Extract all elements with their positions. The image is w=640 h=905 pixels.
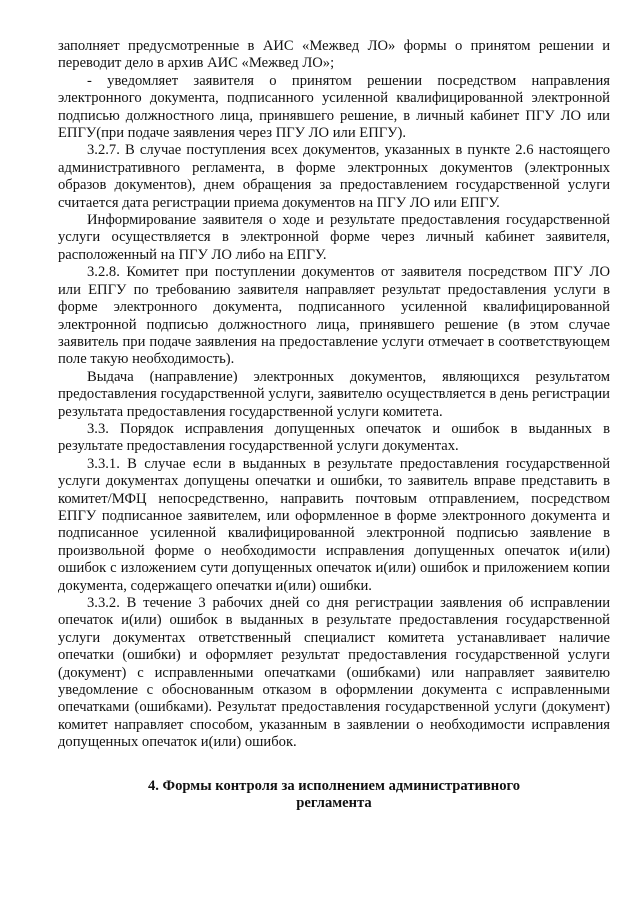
paragraph-notify-applicant: - уведомляет заявителя о принятом решении посредством направления электронного документа, подписанного усиленной квалифицированной электронной подписью должностного лица, принявшего решение, в личный кабинет ПГУ ЛО или ЕПГУ(при подаче заявления через ПГУ ЛО или ЕПГУ). bbox=[58, 72, 610, 142]
paragraph-3-2-8: 3.2.8. Комитет при поступлении документов от заявителя посредством ПГУ ЛО или ЕПГУ по требованию заявителя направляет результат предоставления услуги в форме электронного документа, подписанного усиленной квалифицированной электронной подписью должностного лица, принявшего решение (в этом случае заявитель при подаче заявления на предоставление услуги отмечает в соответствующем поле такую необходимость). bbox=[58, 264, 610, 368]
paragraph-3-3-2: 3.3.2. В течение 3 рабочих дней со дня регистрации заявления об исправлении опечаток и(или) ошибок в выданных в результате предоставления государственной услуги документах ответственный специалист комитета устанавливает наличие опечатки (ошибки) и оформляет результат предоставления государственной услуги (документ) с исправленными опечатками (ошибками) или направляет заявителю уведомление с обоснованным отказом в оформлении документа с исправленными опечатками (ошибками). Результат предоставления государственной услуги (документ) комитет направляет способом, указанным в заявлении о необходимости исправления допущенных опечаток и(или) ошибок. bbox=[58, 595, 610, 751]
section-heading-line-2: регламента bbox=[296, 795, 372, 812]
paragraph-archive-transfer: заполняет предусмотренные в АИС «Межвед ЛО» формы о принятом решении и переводит дело в архив АИС «Межвед ЛО»; bbox=[58, 38, 610, 72]
paragraph-3-2-7: 3.2.7. В случае поступления всех документов, указанных в пункте 2.6 настоящего административного регламента, в форме электронных документов (электронных образов документов), днем обращения за предоставлением государственной услуги считается дата регистрации приема документов на ПГУ ЛО или ЕПГУ. bbox=[58, 142, 610, 211]
paragraph-3-3: 3.3. Порядок исправления допущенных опечаток и ошибок в выданных в результате предоставления государственной услуги документах. bbox=[58, 420, 610, 455]
paragraph-issuance: Выдача (направление) электронных документов, являющихся результатом предоставления государственной услуги, заявителю осуществляется в день регистрации результата предоставления государственной услуги комитета. bbox=[58, 368, 610, 420]
paragraph-3-3-1: 3.3.1. В случае если в выданных в результате предоставления государственной услуги документах допущены опечатки и ошибки, то заявитель вправе представить в комитет/МФЦ непосредственно, направить почтовым отправлением, посредством ЕПГУ подписанное заявителем, или оформленное в форме электронного документа и подписанное усиленной квалифицированной электронной подписью заявление в произвольной форме о необходимости исправления допущенных опечаток и(или) ошибок с изложением сути допущенных опечаток и(или) ошибок и приложением копии документа, содержащего опечатки и(или) ошибки. bbox=[58, 455, 610, 594]
section-heading-line-1: 4. Формы контроля за исполнением административного bbox=[147, 777, 521, 794]
section-heading bbox=[58, 778, 610, 813]
document-page bbox=[58, 38, 610, 812]
paragraph-informing: Информирование заявителя о ходе и результате предоставления государственной услуги осуществляется в электронной форме через личный кабинет заявителя, расположенный на ПГУ ЛО либо на ЕПГУ. bbox=[58, 212, 610, 263]
